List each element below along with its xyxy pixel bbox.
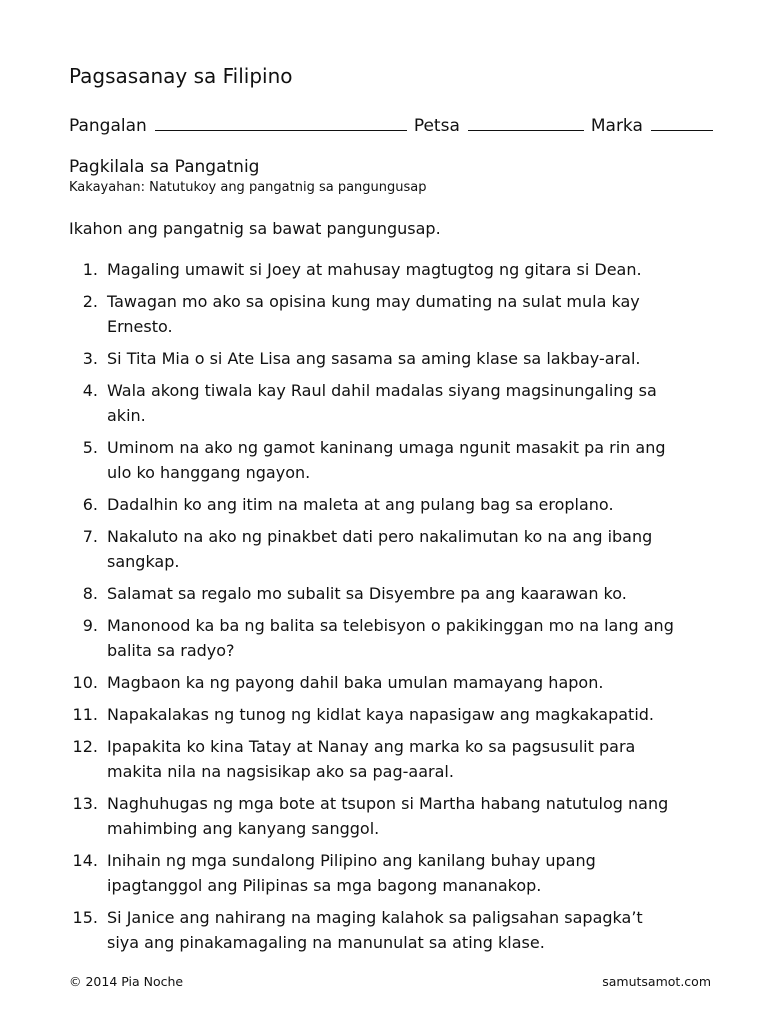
item-number: 3. bbox=[82, 349, 98, 368]
name-blank[interactable] bbox=[155, 112, 407, 131]
item-number: 8. bbox=[82, 584, 98, 603]
score-label: Marka bbox=[590, 116, 643, 136]
worksheet-title: Pagsasanay sa Filipino bbox=[69, 64, 293, 88]
exercise-item bbox=[0, 289, 768, 339]
instruction-text: Ikahon ang pangatnig sa bawat pangungusap. bbox=[69, 219, 441, 238]
item-sentence bbox=[107, 905, 707, 955]
exercise-item bbox=[0, 848, 768, 898]
exercise-item bbox=[0, 702, 768, 727]
item-number: 1. bbox=[82, 260, 98, 279]
date-blank[interactable] bbox=[468, 112, 584, 131]
item-sentence bbox=[107, 257, 707, 282]
sentence-line: Ipapakita ko kina Tatay at Nanay ang marka ko sa pagsusulit para bbox=[107, 737, 636, 756]
item-number: 2. bbox=[82, 292, 98, 311]
item-sentence bbox=[107, 670, 707, 695]
item-number: 13. bbox=[72, 794, 98, 813]
item-number: 7. bbox=[82, 527, 98, 546]
sentence-line: mahimbing ang kanyang sanggol. bbox=[107, 819, 380, 838]
item-sentence bbox=[107, 848, 707, 898]
sentence-line: Ernesto. bbox=[107, 317, 173, 336]
sentence-line: sangkap. bbox=[107, 552, 180, 571]
sentence-line: Nakaluto na ako ng pinakbet dati pero nakalimutan ko na ang ibang bbox=[107, 527, 653, 546]
item-sentence bbox=[107, 791, 707, 841]
item-number: 12. bbox=[72, 737, 98, 756]
exercise-item bbox=[0, 734, 768, 784]
exercise-item bbox=[0, 492, 768, 517]
item-sentence bbox=[107, 492, 707, 517]
exercise-item bbox=[0, 378, 768, 428]
item-number: 15. bbox=[72, 908, 98, 927]
item-number: 11. bbox=[72, 705, 98, 724]
sentence-line: Uminom na ako ng gamot kaninang umaga ngunit masakit pa rin ang bbox=[107, 438, 666, 457]
exercise-item bbox=[0, 524, 768, 574]
sentence-line: Magaling umawit si Joey at mahusay magtugtog ng gitara si Dean. bbox=[107, 260, 642, 279]
sentence-line: akin. bbox=[107, 406, 146, 425]
copyright-text: © 2014 Pia Noche bbox=[69, 974, 184, 989]
sentence-line: Salamat sa regalo mo subalit sa Disyembre pa ang kaarawan ko. bbox=[107, 584, 627, 603]
sentence-line: Si Janice ang nahirang na maging kalahok sa paligsahan sapagka’t bbox=[107, 908, 643, 927]
sentence-line: Napakalakas ng tunog ng kidlat kaya napasigaw ang magkakapatid. bbox=[107, 705, 655, 724]
exercise-item bbox=[0, 670, 768, 695]
sentence-line: Dadalhin ko ang itim na maleta at ang pulang bag sa eroplano. bbox=[107, 495, 614, 514]
item-sentence bbox=[107, 378, 707, 428]
sentence-line: Magbaon ka ng payong dahil baka umulan mamayang hapon. bbox=[107, 673, 604, 692]
item-sentence bbox=[107, 346, 707, 371]
item-sentence bbox=[107, 702, 707, 727]
sentence-line: Si Tita Mia o si Ate Lisa ang sasama sa aming klase sa lakbay-aral. bbox=[107, 349, 641, 368]
exercise-item bbox=[0, 435, 768, 485]
item-number: 4. bbox=[82, 381, 98, 400]
item-number: 6. bbox=[82, 495, 98, 514]
name-label: Pangalan bbox=[69, 116, 147, 136]
score-blank[interactable] bbox=[651, 112, 713, 131]
site-url: samutsamot.com bbox=[602, 974, 711, 989]
exercise-item bbox=[0, 791, 768, 841]
skill-description: Kakayahan: Natutukoy ang pangatnig sa pangungusap bbox=[69, 180, 427, 195]
sentence-line: Tawagan mo ako sa opisina kung may dumating na sulat mula kay bbox=[107, 292, 640, 311]
item-sentence bbox=[107, 435, 707, 485]
item-number: 9. bbox=[82, 616, 98, 635]
item-number: 14. bbox=[72, 851, 98, 870]
exercise-item bbox=[0, 905, 768, 955]
sentence-line: siya ang pinakamagaling na manunulat sa ating klase. bbox=[107, 933, 545, 952]
sentence-line: ipagtanggol ang Pilipinas sa mga bagong mananakop. bbox=[107, 876, 542, 895]
item-sentence bbox=[107, 289, 707, 339]
exercise-item bbox=[0, 346, 768, 371]
item-number: 10. bbox=[72, 673, 98, 692]
exercise-item bbox=[0, 581, 768, 606]
item-sentence bbox=[107, 613, 707, 663]
item-sentence bbox=[107, 734, 707, 784]
sentence-line: Naghuhugas ng mga bote at tsupon si Martha habang natutulog nang bbox=[107, 794, 669, 813]
item-number: 5. bbox=[82, 438, 98, 457]
exercise-item bbox=[0, 257, 768, 282]
sentence-line: ulo ko hanggang ngayon. bbox=[107, 463, 311, 482]
item-sentence bbox=[107, 581, 707, 606]
sentence-line: balita sa radyo? bbox=[107, 641, 235, 660]
section-title: Pagkilala sa Pangatnig bbox=[69, 157, 260, 177]
sentence-line: Wala akong tiwala kay Raul dahil madalas siyang magsinungaling sa bbox=[107, 381, 657, 400]
sentence-line: Inihain ng mga sundalong Pilipino ang kanilang buhay upang bbox=[107, 851, 596, 870]
item-sentence bbox=[107, 524, 707, 574]
student-info-line bbox=[69, 112, 713, 138]
exercise-list bbox=[0, 257, 768, 962]
sentence-line: Manonood ka ba ng balita sa telebisyon o pakikinggan mo na lang ang bbox=[107, 616, 674, 635]
date-label: Petsa bbox=[413, 116, 460, 136]
sentence-line: makita nila na nagsisikap ako sa pag-aaral. bbox=[107, 762, 454, 781]
exercise-item bbox=[0, 613, 768, 663]
